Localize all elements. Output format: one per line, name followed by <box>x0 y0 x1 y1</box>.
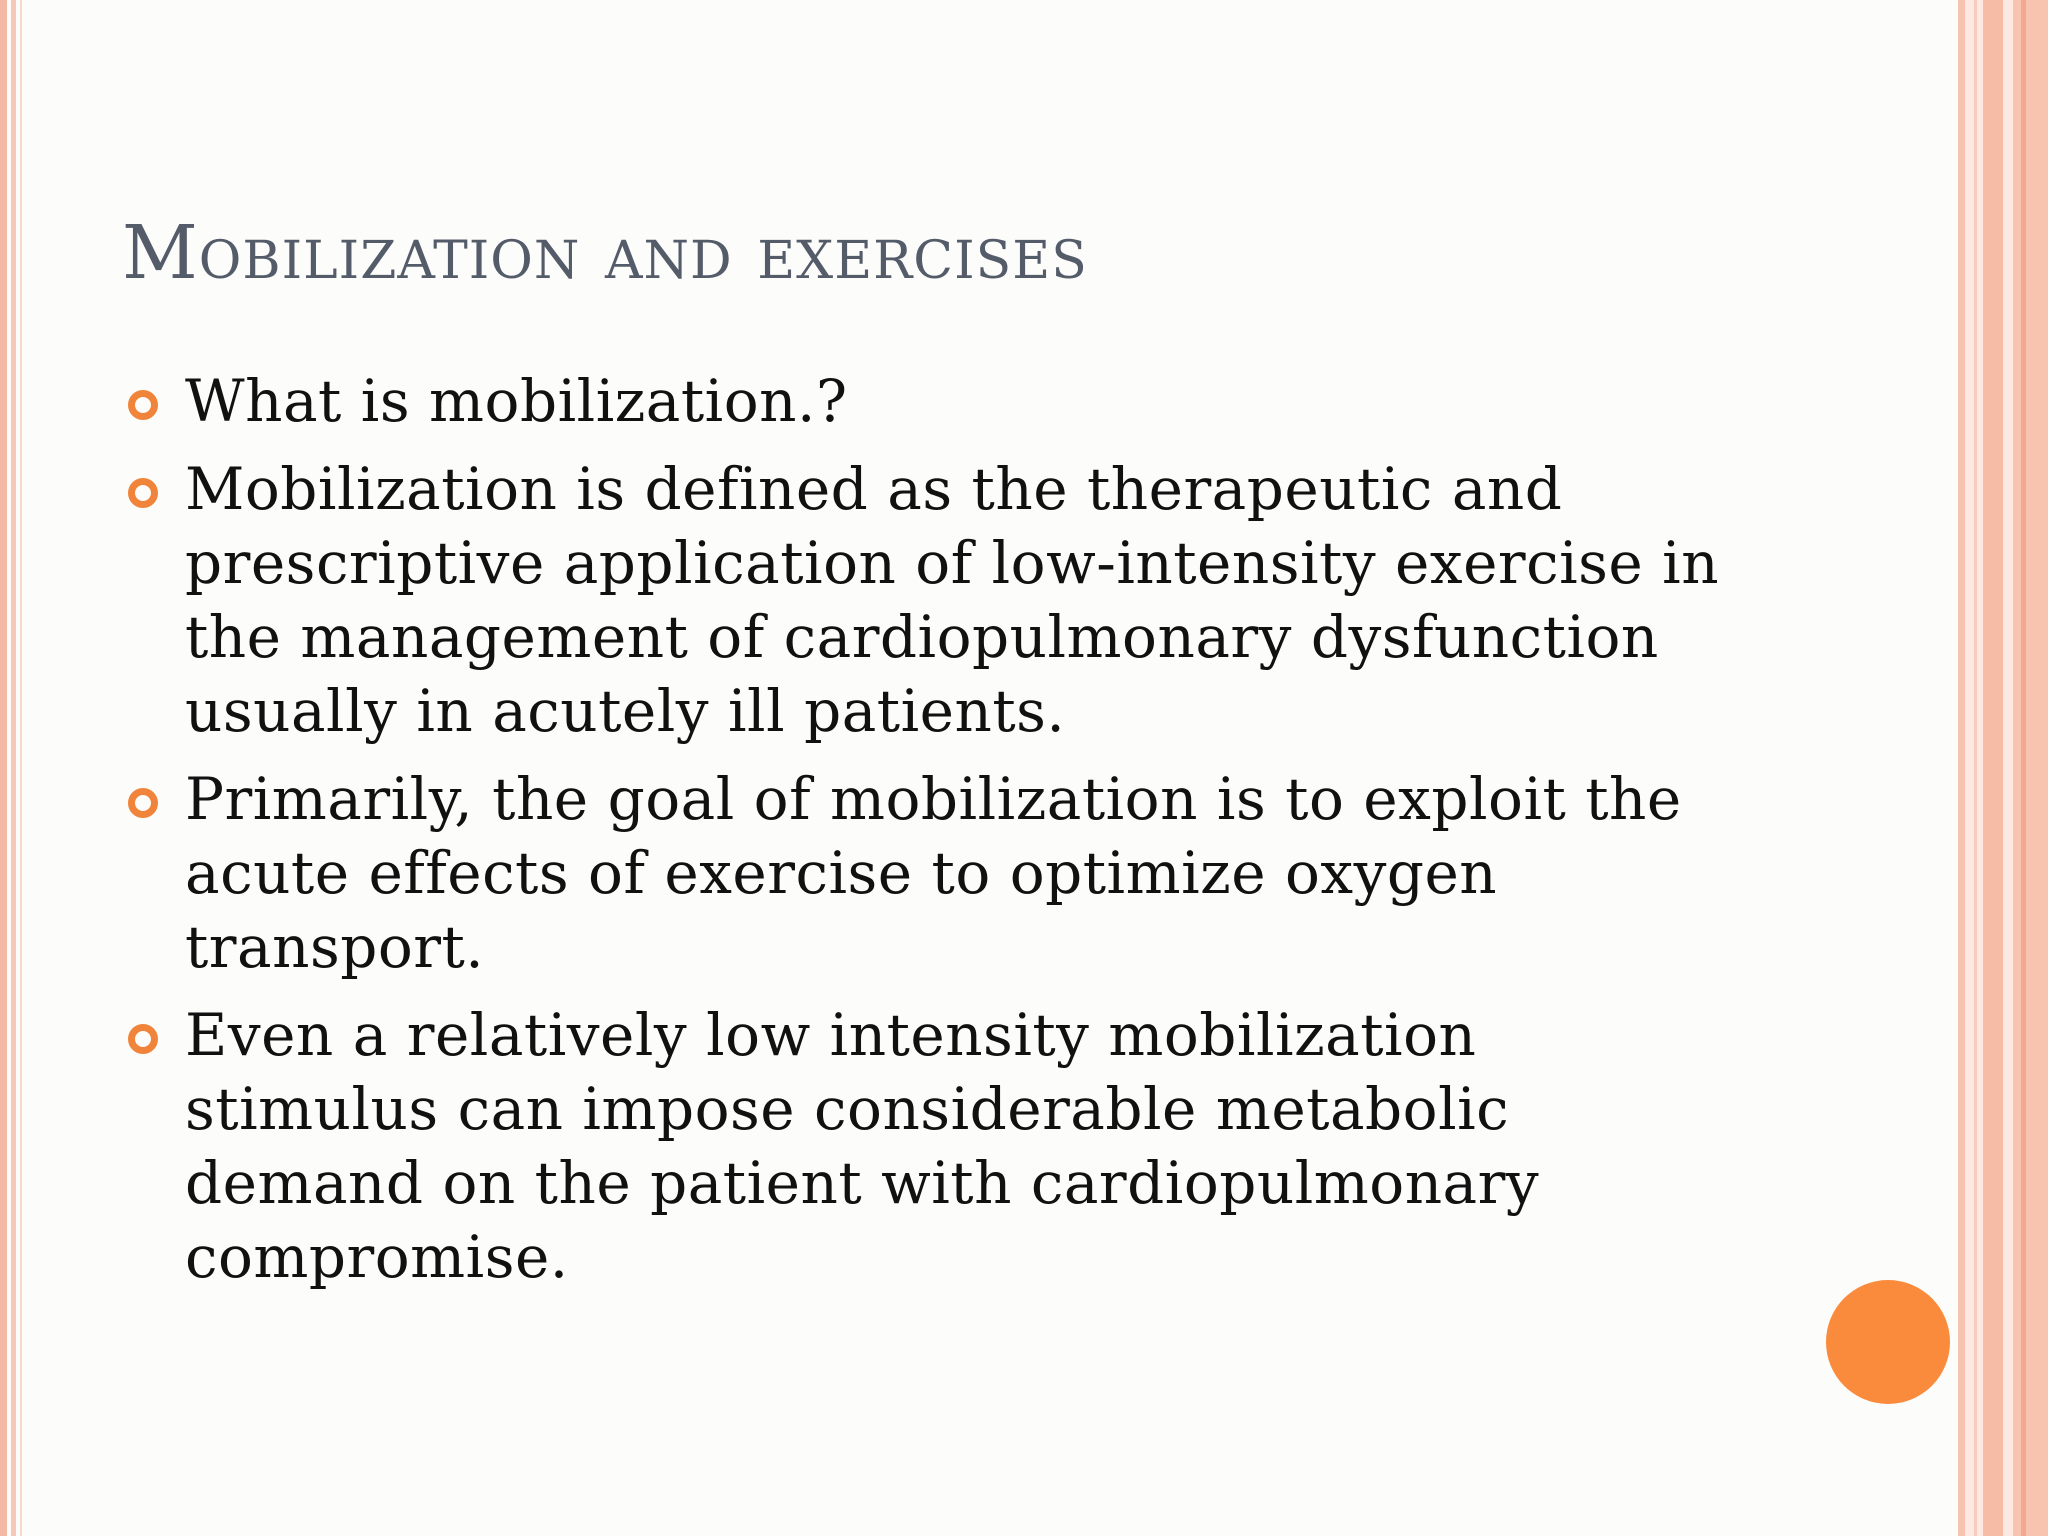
bullet-text: Even a relatively low intensity mobilization stimulus can impose considerable metabolic demand on the patient with cardiopulmonary compromise. <box>185 1001 1540 1291</box>
bullet-item <box>185 452 1745 748</box>
hollow-circle-bullet-icon <box>128 390 158 420</box>
bullet-text: Primarily, the goal of mobilization is to exploit the acute effects of exercise to optimize oxygen transport. <box>185 765 1682 981</box>
slide-title: Mobilization and exercises <box>122 210 1088 296</box>
right-border-stripe <box>1958 0 1965 1536</box>
bullet-item <box>185 364 1745 438</box>
bullet-item <box>185 762 1745 984</box>
bullet-text: What is mobilization.? <box>185 367 848 435</box>
right-border-stripe <box>1974 0 1977 1536</box>
left-border-stripe <box>20 0 22 1536</box>
left-border-stripe <box>0 0 7 1536</box>
hollow-circle-bullet-icon <box>128 478 158 508</box>
hollow-circle-bullet-icon <box>128 1024 158 1054</box>
bullet-text: Mobilization is defined as the therapeutic and prescriptive application of low-intensity exercise in the management of cardiopulmonary dysfunction usually in acutely ill patients. <box>185 455 1720 745</box>
right-border-stripe <box>2013 0 2048 1536</box>
hollow-circle-bullet-icon <box>128 788 158 818</box>
left-border-stripe <box>11 0 16 1536</box>
bullet-item <box>185 998 1745 1294</box>
bullet-list <box>185 364 1745 1308</box>
right-border-stripe <box>1983 0 2003 1536</box>
right-border-stripe <box>2021 0 2026 1536</box>
orange-circle-decoration <box>1826 1280 1950 1404</box>
